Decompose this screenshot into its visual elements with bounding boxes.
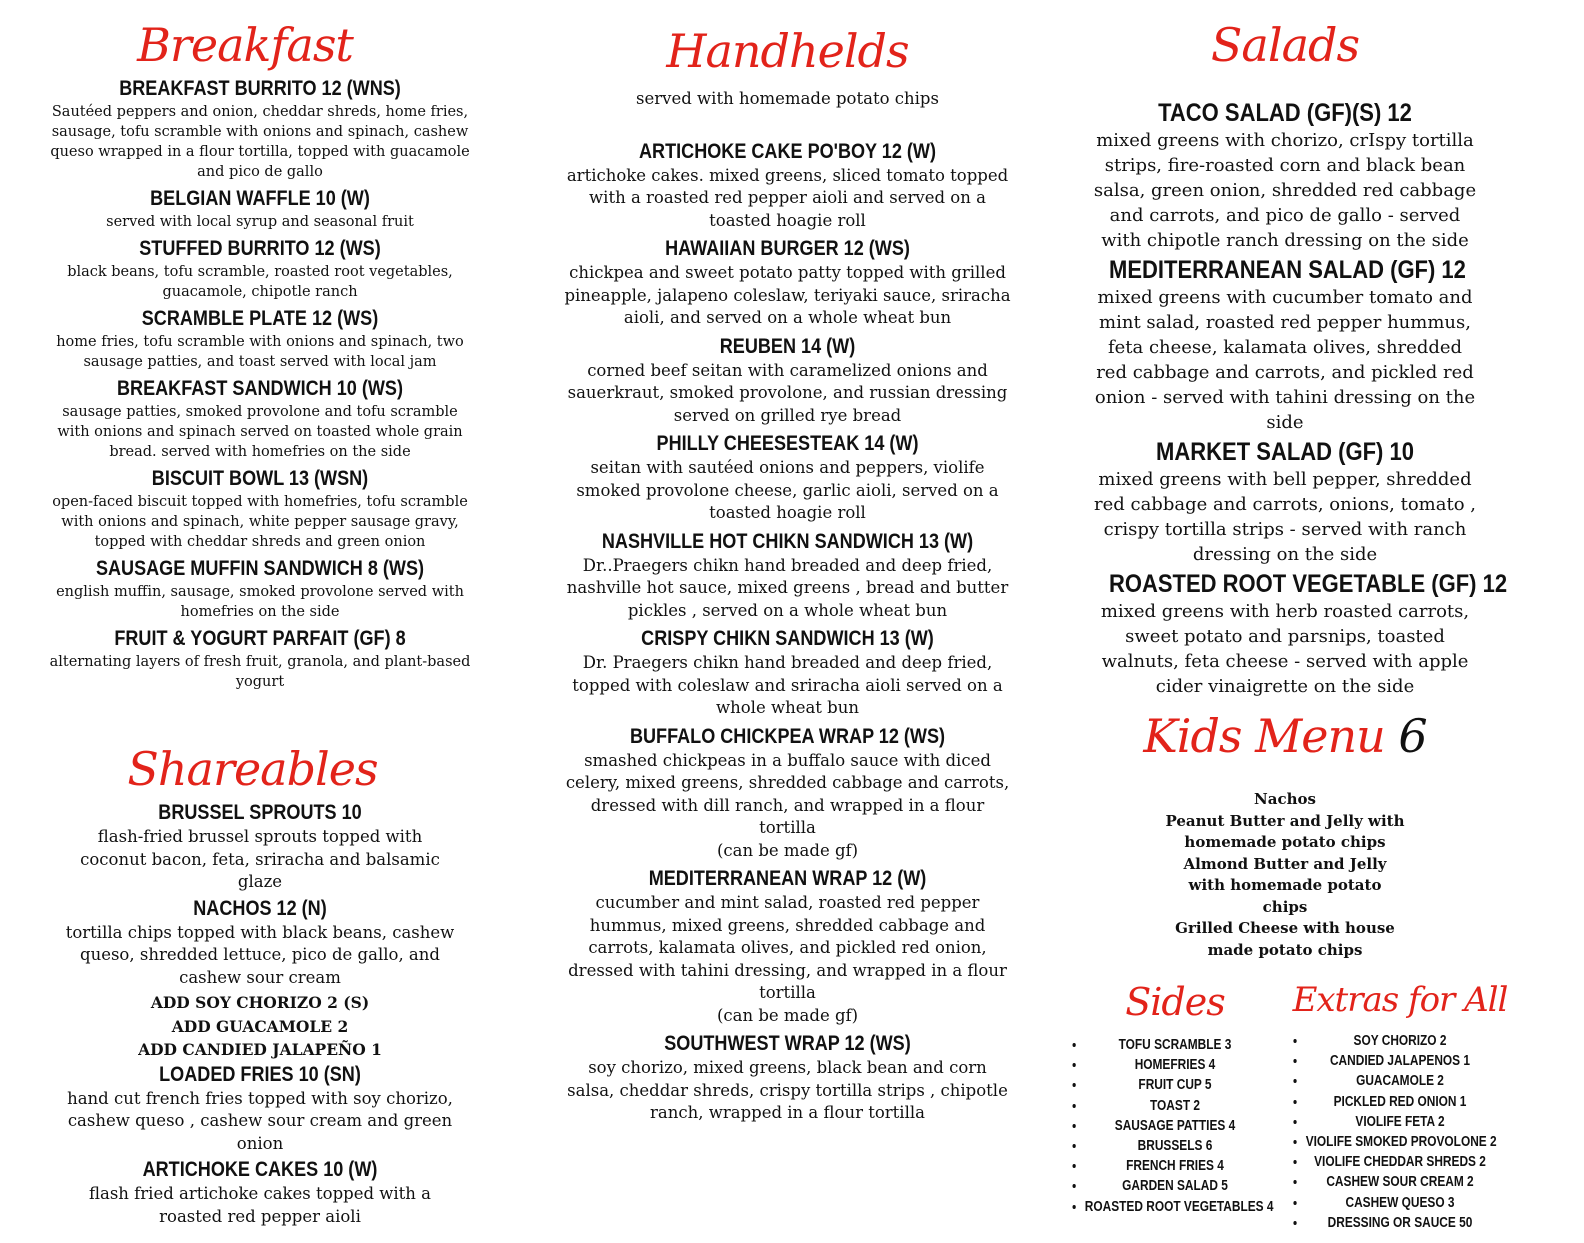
kids-price: 6: [1398, 709, 1427, 763]
extra-item: • PICKLED RED ONION 1: [1306, 1092, 1495, 1112]
kids-item: Almond Butter and Jelly with homemade potato chips: [1183, 854, 1387, 916]
menu-item: [40, 556, 480, 622]
item-description: black beans, tofu scramble, roasted root vegetables, guacamole, chipotle ranch: [67, 264, 453, 300]
menu-item: [1085, 98, 1485, 253]
menu-item: [560, 626, 1015, 720]
item-description: corned beef seitan with caramelized onions and sauerkraut, smoked provolone, and russian dressing served on grilled rye bread: [567, 360, 1008, 425]
menu-item: [560, 529, 1015, 623]
item-name: SAUSAGE MUFFIN SANDWICH 8 (WS): [95, 557, 425, 580]
handhelds-title: Handhelds: [666, 24, 909, 78]
extra-item: • CANDIED JALAPENOS 1: [1306, 1051, 1495, 1071]
left-column: [40, 0, 480, 1230]
menu-item: [560, 236, 1015, 330]
side-item: • FRUIT CUP 5: [1085, 1075, 1265, 1095]
item-note: (can be made gf): [716, 1005, 859, 1025]
handhelds-list: [560, 139, 1015, 1125]
item-description: hand cut french fries topped with soy chorizo, cashew queso , cashew sour cream and green onion: [67, 1088, 453, 1153]
side-item: • SAUSAGE PATTIES 4: [1085, 1116, 1265, 1136]
side-item: • ROASTED ROOT VEGETABLES 4: [1085, 1197, 1265, 1217]
item-name: ROASTED ROOT VEGETABLE (GF) 12: [1109, 570, 1508, 598]
kids-item: Grilled Cheese with house made potato chips: [1175, 919, 1395, 959]
kids-item: Nachos: [1254, 790, 1316, 808]
menu-item: [40, 306, 480, 372]
addon-item: ADD SOY CHORIZO 2 (S): [150, 993, 370, 1012]
item-name: BELGIAN WAFFLE 10 (W): [150, 187, 370, 210]
side-item: • TOFU SCRAMBLE 3: [1085, 1035, 1265, 1055]
menu-item: [40, 1157, 480, 1228]
item-name: BISCUIT BOWL 13 (WSN): [151, 467, 369, 490]
item-name: NASHVILLE HOT CHIKN SANDWICH 13 (W): [601, 529, 974, 553]
menu-item: [40, 800, 480, 894]
item-note: (can be made gf): [716, 840, 859, 860]
item-name: MEDITERRANEAN WRAP 12 (W): [648, 867, 927, 890]
side-item: • BRUSSELS 6: [1085, 1136, 1265, 1156]
extra-item: • DRESSING OR SAUCE 50: [1306, 1213, 1495, 1233]
item-name: NACHOS 12 (N): [193, 896, 327, 920]
shareables-list: [40, 800, 480, 1228]
item-name: PHILLY CHEESESTEAK 14 (W): [656, 432, 919, 455]
item-name: MARKET SALAD (GF) 10: [1156, 438, 1414, 466]
item-name: TACO SALAD (GF)(S) 12: [1158, 99, 1412, 127]
side-item: • FRENCH FRIES 4: [1085, 1156, 1265, 1176]
menu-item: [1085, 569, 1508, 699]
item-description: smashed chickpeas in a buffalo sauce with diced celery, mixed greens, shredded cabbage and carrots, dressed with dill ranch, and wrapped in a flour tortilla: [565, 750, 1010, 837]
item-description: seitan with sautéed onions and peppers, violife smoked provolone cheese, garlic aioli, served on a toasted hoagie roll: [576, 458, 999, 522]
item-description: mixed greens with chorizo, crIspy tortilla strips, fire-roasted corn and black bean salsa, green onion, shredded red cabbage and carrots, and pico de gallo - served with chipotle ranch dressing on the side: [1093, 130, 1477, 251]
item-name: FRUIT & YOGURT PARFAIT (GF) 8: [114, 627, 406, 650]
breakfast-title: Breakfast: [137, 18, 353, 72]
extra-item: • SOY CHORIZO 2: [1306, 1031, 1495, 1051]
item-description: tortilla chips topped with black beans, cashew queso, shredded lettuce, pico de gallo, and cashew sour cream: [65, 922, 455, 987]
item-name: BRUSSEL SPROUTS 10: [158, 801, 362, 824]
item-name: BREAKFAST BURRITO 12 (WNS): [119, 77, 401, 100]
item-name: LOADED FRIES 10 (SN): [159, 1062, 361, 1086]
extras-section: [1285, 980, 1515, 1233]
item-description: served with local syrup and seasonal fruit: [106, 214, 414, 230]
menu-item: [40, 76, 480, 182]
item-description: Sautéed peppers and onion, cheddar shreds, home fries, sausage, tofu scramble with onions and spinach, cashew queso wrapped in a flour tortilla, topped with guacamole and pico de gallo: [50, 104, 470, 180]
item-name: ARTICHOKE CAKE PO'BOY 12 (W): [639, 139, 936, 163]
extra-item: • VIOLIFE CHEDDAR SHREDS 2: [1306, 1152, 1495, 1172]
menu-item: [40, 896, 480, 990]
extra-item: • CASHEW SOUR CREAM 2: [1306, 1172, 1495, 1192]
sides-section: [1065, 980, 1285, 1217]
menu-item: [560, 866, 1015, 1027]
shareables-title: Shareables: [127, 742, 378, 796]
kids-title: [1085, 709, 1485, 763]
item-description: chickpea and sweet potato patty topped with grilled pineapple, jalapeno coleslaw, teriyaki sauce, sriracha aioli, and served on a whole wheat bun: [564, 263, 1011, 327]
menu-item: [40, 186, 480, 232]
menu-item: [560, 1031, 1015, 1125]
side-item: • GARDEN SALAD 5: [1085, 1176, 1265, 1196]
item-name: MEDITERRANEAN SALAD (GF) 12: [1109, 256, 1466, 284]
menu-item: [40, 1062, 480, 1156]
item-name: ARTICHOKE CAKES 10 (W): [142, 1158, 378, 1181]
menu-item: [40, 466, 480, 552]
item-name: STUFFED BURRITO 12 (WS): [139, 237, 381, 260]
addon-item: ADD CANDIED JALAPEÑO 1: [138, 1040, 382, 1059]
salads-title: Salads: [1210, 18, 1360, 72]
item-name: REUBEN 14 (W): [719, 334, 856, 358]
item-description: Dr. Praegers chikn hand breaded and deep fried, topped with coleslaw and sriracha aioli served on a whole wheat bun: [572, 653, 1003, 717]
menu-item: [40, 236, 480, 302]
kids-list: [1085, 789, 1485, 961]
extras-title: Extras for All: [1292, 980, 1508, 1020]
menu-item: [1085, 255, 1485, 435]
kids-title-text: Kids Menu: [1143, 709, 1385, 763]
middle-column: [560, 0, 1015, 1129]
menu-item: [40, 626, 480, 692]
side-item: • HOMEFRIES 4: [1085, 1055, 1265, 1075]
item-description: soy chorizo, mixed greens, black bean and corn salsa, cheddar shreds, crispy tortilla strips , chipotle ranch, wrapped in a flour tortilla: [567, 1058, 1008, 1122]
item-name: BREAKFAST SANDWICH 10 (WS): [117, 377, 403, 400]
item-description: mixed greens with bell pepper, shredded red cabbage and carrots, onions, tomato , crispy tortilla strips - served with ranch dressing on the side: [1093, 469, 1476, 565]
addon-item: ADD GUACAMOLE 2: [171, 1016, 349, 1036]
item-description: Dr..Praegers chikn hand breaded and deep fried, nashville hot sauce, mixed greens , bread and butter pickles , served on a whole wheat bun: [566, 555, 1009, 620]
side-item: • TOAST 2: [1085, 1096, 1265, 1116]
item-description: open-faced biscuit topped with homefries, tofu scramble with onions and spinach, white pepper sausage gravy, topped with cheddar shreds and green onion: [52, 494, 468, 550]
extra-item: • CASHEW QUESO 3: [1306, 1193, 1495, 1213]
extra-item: • GUACAMOLE 2: [1306, 1071, 1495, 1091]
menu-item: [560, 334, 1015, 428]
handhelds-subtitle: served with homemade potato chips: [636, 89, 939, 108]
menu-item: [1085, 437, 1485, 567]
item-name: CRISPY CHIKN SANDWICH 13 (W): [641, 627, 934, 650]
item-name: HAWAIIAN BURGER 12 (WS): [665, 237, 910, 260]
item-description: artichoke cakes. mixed greens, sliced tomato topped with a roasted red pepper aioli and served on a toasted hoagie roll: [566, 165, 1009, 230]
menu-item: [560, 724, 1015, 863]
salads-list: [1085, 98, 1508, 699]
kids-item: Peanut Butter and Jelly with homemade potato chips: [1165, 811, 1405, 851]
sides-extras-block: [1084, 980, 1508, 1243]
item-description: alternating layers of fresh fruit, granola, and plant-based yogurt: [49, 654, 471, 690]
item-description: mixed greens with cucumber tomato and mint salad, roasted red pepper hummus, feta cheese, kalamata olives, shredded red cabbage and carrots, and pickled red onion - served with tahini dressing on the side: [1094, 287, 1476, 433]
item-name: BUFFALO CHICKPEA WRAP 12 (WS): [629, 724, 946, 748]
menu-item: [560, 139, 1015, 233]
item-description: english muffin, sausage, smoked provolone served with homefries on the side: [56, 584, 464, 620]
menu-item: [560, 431, 1015, 525]
item-description: cucumber and mint salad, roasted red pepper hummus, mixed greens, shredded cabbage and carrots, kalamata olives, and pickled red onion, dressed with tahini dressing, and wrapped in a flour tortilla: [568, 893, 1007, 1002]
menu-item: [40, 376, 480, 462]
extra-item: • VIOLIFE FETA 2: [1306, 1112, 1495, 1132]
extra-item: • VIOLIFE SMOKED PROVOLONE 2: [1306, 1132, 1495, 1152]
item-description: mixed greens with herb roasted carrots, sweet potato and parsnips, toasted walnuts, feta cheese - served with apple cider vinaigrette on the side: [1100, 601, 1470, 697]
breakfast-list: [40, 76, 480, 692]
item-name: SCRAMBLE PLATE 12 (WS): [141, 307, 379, 330]
item-name: SOUTHWEST WRAP 12 (WS): [664, 1032, 911, 1055]
item-description: home fries, tofu scramble with onions and spinach, two sausage patties, and toast served with local jam: [56, 334, 464, 370]
sides-title: Sides: [1125, 980, 1225, 1024]
item-description: flash fried artichoke cakes topped with a roasted red pepper aioli: [88, 1184, 432, 1226]
right-column: [1084, 0, 1508, 1243]
item-description: flash-fried brussel sprouts topped with coconut bacon, feta, sriracha and balsamic glaze: [80, 827, 440, 891]
item-description: sausage patties, smoked provolone and tofu scramble with onions and spinach served on toasted whole grain bread. served with homefries on the side: [57, 404, 463, 460]
